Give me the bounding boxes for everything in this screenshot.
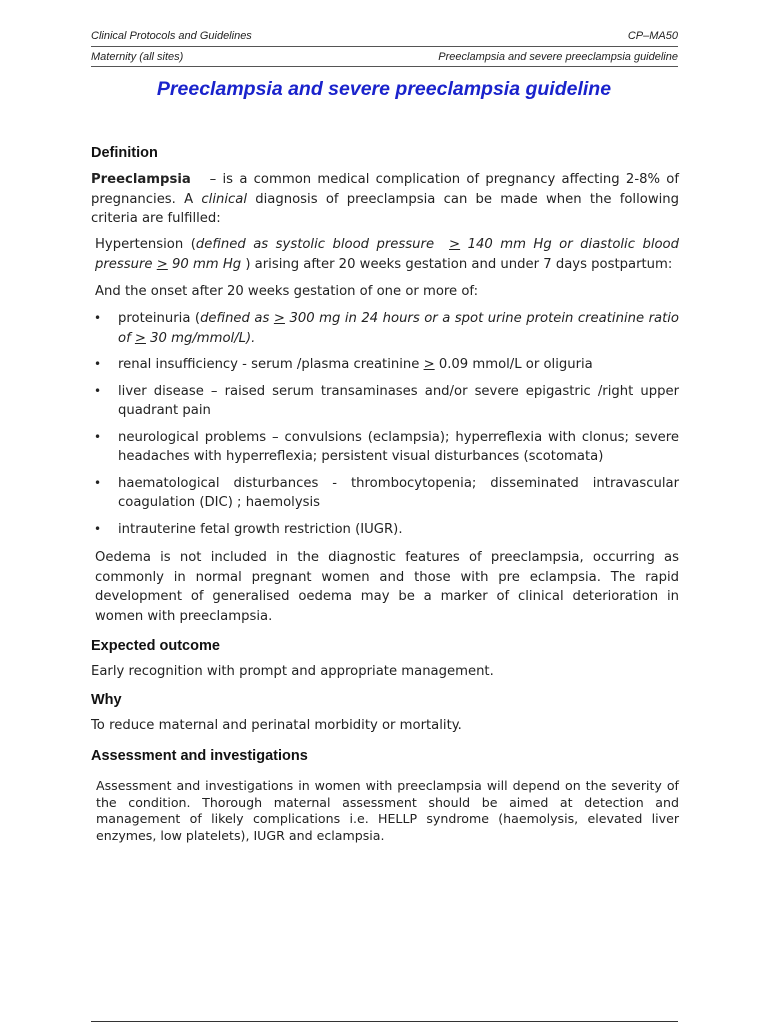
definition-intro-a: – is a common medical complication of pregnancy affecting 2-8% of pregnancies. A — [91, 172, 684, 207]
list-item-renal — [91, 355, 679, 375]
bullet-icon: • — [94, 311, 102, 325]
header-underline — [91, 66, 678, 67]
proteinuria-italic-1: defined as — [200, 311, 274, 326]
definition-intro-b: diagnosis of preeclampsia can be made when the following criteria are fulfilled: — [91, 191, 679, 226]
ge-symbol: > — [449, 237, 461, 252]
ge-symbol: > — [156, 256, 168, 272]
assessment-heading: Assessment and investigations — [91, 748, 308, 764]
ge-symbol: > — [273, 311, 285, 326]
haematological-text: haematological disturbances - thrombocytopenia; disseminated intravascular coagulation (DIC) ; haemolysis — [118, 475, 679, 510]
definition-heading: Definition — [91, 145, 158, 161]
proteinuria-italic-3: 30 mg/mmol/L). — [145, 330, 256, 346]
proteinuria-italic-2: 300 mg in 24 hours or a spot urine protein creatinine ratio of — [118, 311, 679, 346]
running-header-bottom — [91, 51, 678, 63]
header-document-title: Preeclampsia and severe preeclampsia guideline — [438, 51, 678, 63]
renal-text-a: renal insufficiency - serum /plasma creatinine — [118, 357, 424, 372]
header-divider — [91, 46, 678, 47]
hypertension-italic-3: 90 mm Hg — [167, 256, 242, 272]
list-item-iugr — [91, 520, 679, 540]
bullet-icon: • — [94, 475, 102, 490]
neurological-text: neurological problems – convulsions (eclampsia); hyperreflexia with clonus; severe headaches with hyperreflexia; persistent visual disturbances (scotomata) — [118, 429, 679, 464]
assessment-text: Assessment and investigations in women with preeclampsia will depend on the severity of the condition. Thorough maternal assessment should be aimed at detection and management of likely complications i.e. HELLP syndrome (haemolysis, elevated liver enzymes, low platelets), IUGR and eclampsia. — [96, 778, 679, 843]
hypertension-criterion — [95, 235, 679, 274]
proteinuria-text: proteinuria ( — [118, 311, 201, 326]
expected-outcome-text: Early recognition with prompt and appropriate management. — [91, 664, 494, 679]
criteria-list — [91, 309, 679, 546]
page-title: Preeclampsia and severe preeclampsia guideline — [156, 78, 612, 100]
why-heading: Why — [91, 692, 122, 708]
onset-line: And the onset after 20 weeks gestation of one or more of: — [95, 284, 479, 299]
running-header-top — [91, 30, 678, 42]
oedema-paragraph: Oedema is not included in the diagnostic features of preeclampsia, occurring as commonly in normal pregnant women and those with pre eclampsia. The rapid development of generalised oedema may be a marker of clinical deterioration in women with preeclampsia. — [95, 550, 679, 624]
header-document-code: CP–MA50 — [627, 30, 678, 42]
bullet-icon: • — [94, 357, 102, 371]
list-item-liver — [91, 382, 679, 421]
hypertension-text-a: Hypertension ( — [95, 237, 196, 252]
list-item-neurological — [91, 428, 679, 467]
iugr-text: intrauterine fetal growth restriction (IUGR). — [118, 521, 403, 537]
bullet-icon: • — [94, 429, 102, 444]
hypertension-text-b: ) arising after 20 weeks gestation and under 7 days postpartum: — [241, 256, 673, 272]
ge-symbol: > — [423, 357, 435, 372]
header-document-series: Clinical Protocols and Guidelines — [91, 30, 252, 42]
why-text: To reduce maternal and perinatal morbidity or mortality. — [91, 718, 462, 733]
list-item-haematological — [91, 474, 679, 513]
footer-divider — [91, 1021, 678, 1022]
definition-intro-italic: clinical — [201, 191, 248, 207]
hypertension-italic-1: defined as systolic blood pressure — [195, 237, 450, 252]
liver-text: liver disease – raised serum transaminases and/or severe epigastric /right upper quadrant pain — [118, 383, 679, 418]
bullet-icon: • — [94, 521, 102, 536]
definition-term: Preeclampsia — [91, 172, 191, 187]
header-scope: Maternity (all sites) — [91, 51, 184, 63]
definition-paragraph — [91, 170, 684, 229]
ge-symbol: > — [134, 330, 146, 346]
hypertension-italic-2: 140 mm Hg or diastolic blood pressure — [95, 237, 679, 272]
bullet-icon: • — [94, 383, 102, 398]
expected-outcome-heading: Expected outcome — [91, 638, 220, 654]
list-item-proteinuria — [91, 309, 679, 348]
renal-text-b: 0.09 mmol/L or oliguria — [434, 357, 593, 372]
